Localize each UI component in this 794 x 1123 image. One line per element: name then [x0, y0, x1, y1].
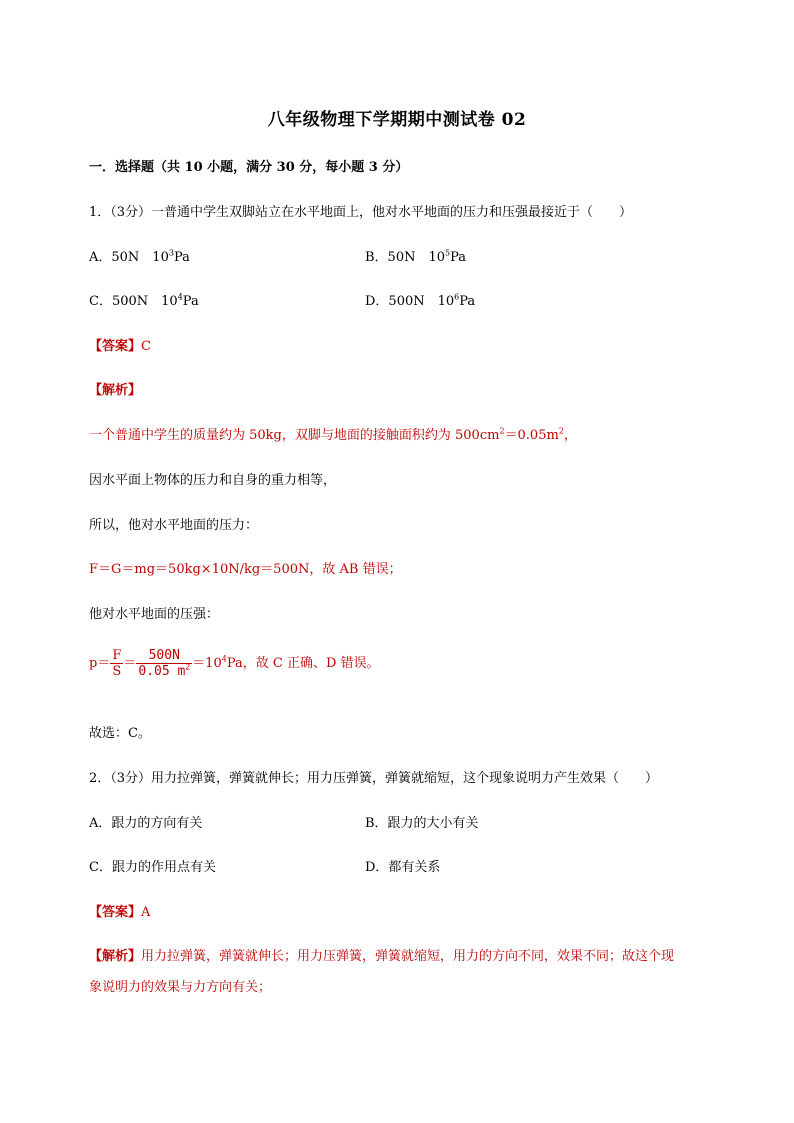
- q1-conclusion: 故选：C。: [89, 726, 151, 741]
- q1-analysis-line-3: 所以，他对水平地面的压力：: [89, 518, 259, 533]
- q1-formula: p＝ $\frac{F}{S}$ ＝ $\frac{500N}{0.05 m^2}$ $=10^4Pa$，故 C 正确、D 错误。: [89, 648, 380, 679]
- q1-option-d: D．500N $10^6Pa$: [365, 292, 476, 309]
- fraction-f-over-s: $\frac{F}{S}$: [112, 648, 122, 679]
- section-heading: 一．选择题（共 10 小题，满分 30 分，每小题 3 分）: [89, 160, 409, 175]
- q2-option-d: D．都有关系: [365, 860, 441, 875]
- q2-analysis-line-1: 【解析】用力拉弹簧，弹簧就伸长；用力压弹簧，弹簧就缩短，用力的方向不同，效果不同；故这个现: [89, 949, 675, 964]
- q1-option-c: C．500N $10^4Pa$: [89, 292, 199, 309]
- q2-option-c: C．跟力的作用点有关: [89, 860, 216, 875]
- q1-analysis-line-4: F＝G＝mg＝50kg×10N/kg＝500N，故 AB 错误；: [89, 562, 402, 577]
- q1-analysis-label: 【解析】: [89, 383, 142, 398]
- q1-option-b: B．50N $10^5Pa$: [365, 248, 467, 265]
- q1-analysis-line-2: 因水平面上物体的压力和自身的重力相等，: [89, 473, 337, 488]
- q2-option-b: B．跟力的大小有关: [365, 816, 479, 831]
- q1-answer: 【答案】C: [89, 339, 151, 354]
- q1-analysis-line-5: 他对水平地面的压强：: [89, 607, 220, 622]
- q2-answer: 【答案】A: [89, 905, 151, 920]
- question-1-stem: 1．（3分）一普通中学生双脚站立在水平地面上，他对水平地面的压力和压强最接近于（ ）: [89, 205, 633, 220]
- page-title: 八年级物理下学期期中测试卷 02: [267, 110, 527, 130]
- question-2-stem: 2．（3分）用力拉弹簧，弹簧就伸长；用力压弹簧，弹簧就缩短，这个现象说明力产生效果（ ）: [89, 771, 659, 786]
- fraction-500n-over-area: $\frac{500N}{0.05 m^2}$: [138, 648, 191, 679]
- q1-option-a: A．50N $10^3Pa$: [89, 248, 190, 265]
- q1-analysis-line-1: 一个普通中学生的质量约为 50kg，双脚与地面的接触面积约为 $500cm^2=0.05m^2$，: [89, 426, 577, 443]
- q2-option-a: A．跟力的方向有关: [89, 816, 203, 831]
- q2-analysis-line-2: 象说明力的效果与力方向有关；: [89, 980, 272, 995]
